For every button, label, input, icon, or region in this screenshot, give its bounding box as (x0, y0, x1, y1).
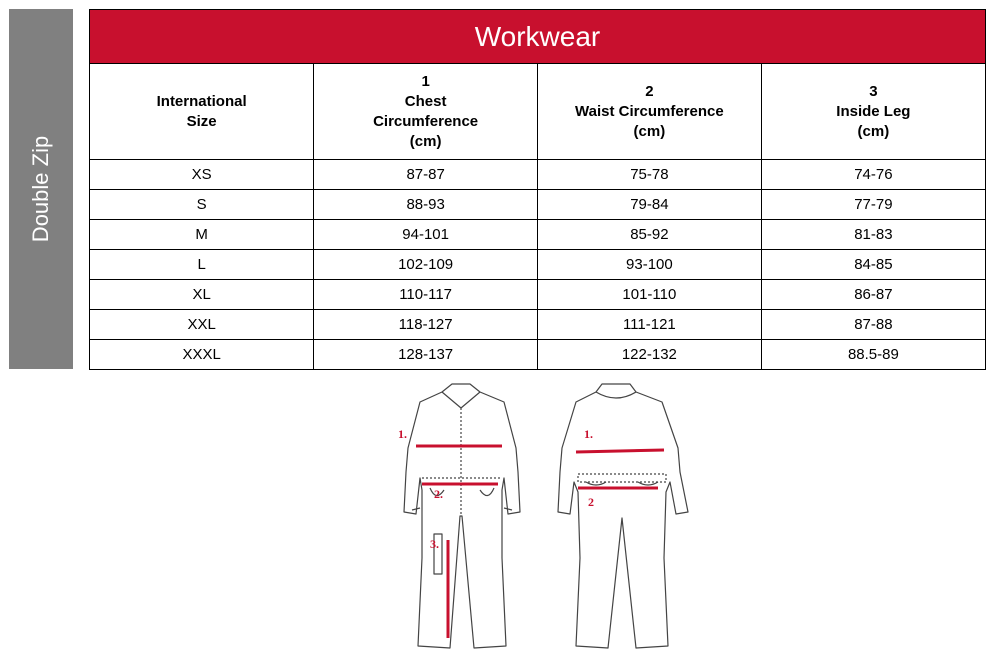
cell-waist: 122-132 (538, 340, 762, 370)
back-label-waist: 2 (588, 495, 594, 509)
back-chest-line (576, 450, 664, 452)
side-tab-label: Double Zip (28, 135, 53, 243)
cell-size: S (90, 190, 314, 220)
side-tab (9, 9, 73, 369)
cell-inside-leg: 74-76 (761, 160, 985, 190)
table-row (90, 340, 985, 370)
header-international-size: International Size (90, 64, 314, 160)
cell-inside-leg: 81-83 (761, 220, 985, 250)
cell-size: M (90, 220, 314, 250)
cell-inside-leg: 84-85 (761, 250, 985, 280)
size-chart (89, 9, 986, 370)
size-table (90, 64, 985, 369)
back-label-chest: 1. (584, 427, 593, 441)
cell-size: XS (90, 160, 314, 190)
cell-chest: 128-137 (314, 340, 538, 370)
table-row (90, 280, 985, 310)
cell-chest: 87-87 (314, 160, 538, 190)
cell-size: XL (90, 280, 314, 310)
cell-inside-leg: 88.5-89 (761, 340, 985, 370)
cell-size: XXXL (90, 340, 314, 370)
cell-chest: 118-127 (314, 310, 538, 340)
cell-waist: 93-100 (538, 250, 762, 280)
coverall-illustration (380, 378, 700, 656)
front-label-chest: 1. (398, 427, 407, 441)
table-row (90, 250, 985, 280)
header-chest: 1 Chest Circumference (cm) (314, 64, 538, 160)
cell-chest: 94-101 (314, 220, 538, 250)
cell-waist: 101-110 (538, 280, 762, 310)
header-waist: 2 Waist Circumference (cm) (538, 64, 762, 160)
header-inside-leg: 3 Inside Leg (cm) (761, 64, 985, 160)
cell-waist: 79-84 (538, 190, 762, 220)
coverall-front-icon (404, 384, 520, 648)
table-row (90, 160, 985, 190)
cell-inside-leg: 86-87 (761, 280, 985, 310)
cell-size: XXL (90, 310, 314, 340)
table-row (90, 190, 985, 220)
cell-waist: 75-78 (538, 160, 762, 190)
cell-waist: 111-121 (538, 310, 762, 340)
front-label-inside-leg: 3. (430, 537, 439, 551)
chart-title: Workwear (90, 10, 985, 64)
cell-chest: 102-109 (314, 250, 538, 280)
cell-inside-leg: 77-79 (761, 190, 985, 220)
cell-inside-leg: 87-88 (761, 310, 985, 340)
table-row (90, 220, 985, 250)
coverall-back-icon (558, 384, 688, 648)
cell-size: L (90, 250, 314, 280)
cell-waist: 85-92 (538, 220, 762, 250)
table-row (90, 310, 985, 340)
cell-chest: 110-117 (314, 280, 538, 310)
cell-chest: 88-93 (314, 190, 538, 220)
front-label-waist: 2. (434, 487, 443, 501)
header-row (90, 64, 985, 160)
